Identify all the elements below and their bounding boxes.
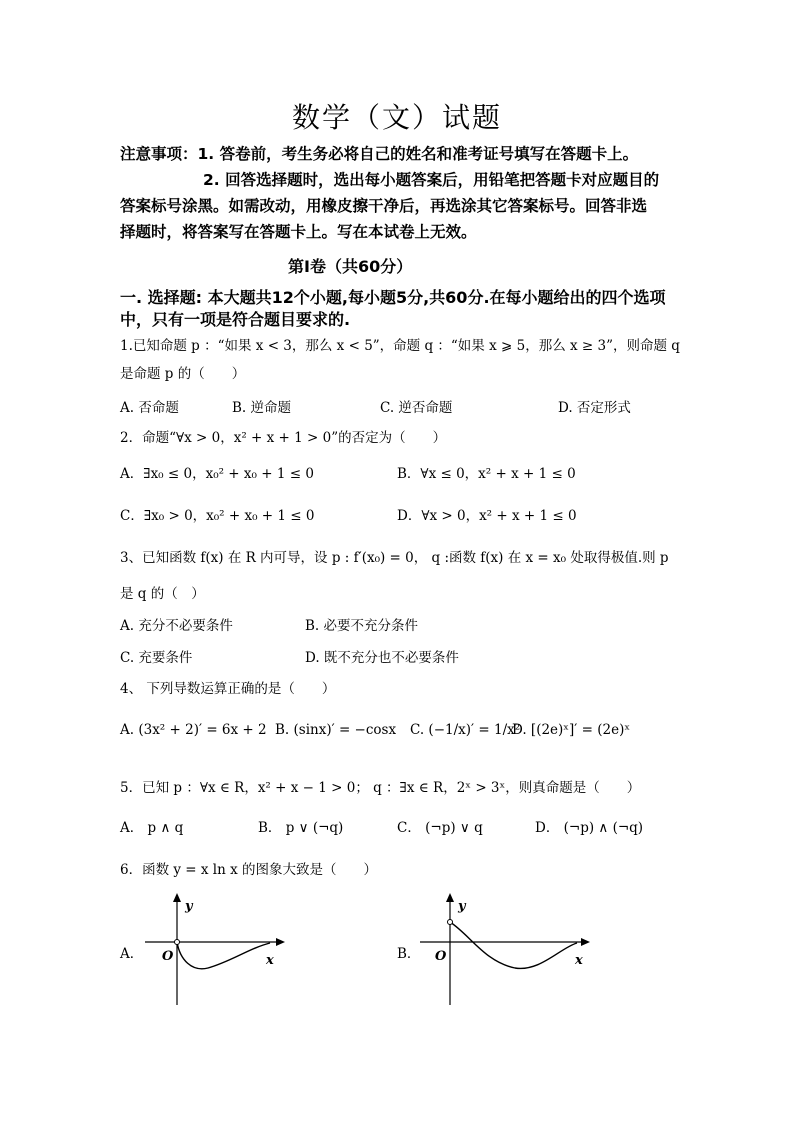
question-4-stem: 4、 下列导数运算正确的是（ ） (120, 681, 336, 697)
question-2-stem: 2．命题“∀x > 0，x² + x + 1 > 0”的否定为（ ） (120, 430, 447, 446)
graph-option-b (415, 890, 595, 1010)
graph-b-y-arrow (446, 893, 454, 902)
graph-a-y-label: y (185, 899, 193, 914)
graph-a-origin-label: O (162, 949, 174, 964)
graph-a-curve (177, 942, 270, 969)
question-4-option-c: C. (−1/x)′ = 1/x² (410, 722, 521, 738)
question-3-option-c: C. 充要条件 (120, 650, 193, 666)
question-2-option-c: C．∃x₀ > 0，x₀² + x₀ + 1 ≤ 0 (120, 508, 315, 524)
graph-a-open-point (175, 940, 180, 945)
question-2-option-a: A．∃x₀ ≤ 0，x₀² + x₀ + 1 ≤ 0 (120, 466, 314, 482)
question-5-option-d: D． (¬p) ∧ (¬q) (535, 820, 644, 836)
graph-a-x-label: x (266, 953, 274, 968)
graph-option-a (140, 890, 290, 1010)
page-title: 数学（文）试题 (291, 101, 502, 134)
question-3-option-a: A. 充分不必要条件 (120, 618, 233, 634)
question-5-stem: 5．已知 p ：∀x ∈ R，x² + x − 1 > 0； q ：∃x ∈ R，2ˣ > 3ˣ，则真命题是（ ） (120, 780, 641, 796)
question-5-option-c: C． (¬p) ∨ q (397, 820, 483, 836)
graph-a-y-arrow (173, 893, 181, 902)
question-1-stem-cont: 是命题 p 的（ ） (120, 366, 246, 382)
question-1-option-d: D. 否定形式 (558, 400, 631, 416)
graph-a-x-arrow (276, 938, 285, 946)
graph-b-x-arrow (581, 938, 590, 946)
question-1-stem: 1.已知命题 p ：“如果 x < 3，那么 x < 5”，命题 q ：“如果 x ⩾ 5，那么 x ≥ 3”，则命题 q (120, 338, 680, 354)
section-header-line-1: 一. 选择题: 本大题共12个小题,每小题5分,共60分.在每小题给出的四个选项 (120, 288, 666, 307)
notice-line-3: 答案标号涂黑。如需改动，用橡皮擦干净后，再选涂其它答案标号。回答非选 (120, 197, 648, 215)
question-3-option-b: B. 必要不充分条件 (305, 618, 419, 634)
graph-b-y-label: y (458, 899, 466, 914)
question-4-option-a: A. (3x² + 2)′ = 6x + 2 (120, 722, 267, 738)
question-3-stem-cont: 是 q 的（ ） (120, 586, 205, 602)
question-2-option-d: D．∀x > 0，x² + x + 1 ≤ 0 (397, 508, 577, 524)
part-title: 第Ⅰ卷（共60分） (288, 257, 413, 276)
question-4-option-b: B. (sinx)′ = −cosx (275, 722, 397, 738)
question-5-option-a: A． p ∧ q (120, 820, 184, 836)
graph-b-curve (450, 922, 577, 968)
question-1-option-a: A. 否命题 (120, 400, 179, 416)
question-3-stem: 3、已知函数 f(x) 在 R 内可导，设 p : f′(x₀) = 0， q :函数 f(x) 在 x = x₀ 处取得极值.则 p (120, 550, 669, 566)
notice-line-1: 注意事项：1. 答卷前，考生务必将自己的姓名和准考证号填写在答题卡上。 (120, 145, 639, 163)
graph-b-open-point (448, 920, 453, 925)
question-6-option-a: A． (120, 946, 144, 962)
section-header-line-2: 中，只有一项是符合题目要求的. (120, 310, 351, 329)
question-4-option-d: D. [(2e)ˣ]′ = (2e)ˣ (512, 722, 631, 738)
question-1-option-b: B. 逆命题 (232, 400, 292, 416)
notice-line-4: 择题时，将答案写在答题卡上。写在本试卷上无效。 (120, 223, 477, 241)
graph-b-x-label: x (575, 953, 583, 968)
question-2-option-b: B．∀x ≤ 0，x² + x + 1 ≤ 0 (397, 466, 576, 482)
question-5-option-b: B． p ∨ (¬q) (258, 820, 344, 836)
notice-line-2: 2. 回答选择题时，选出每小题答案后，用铅笔把答题卡对应题目的 (203, 171, 660, 189)
question-1-option-c: C. 逆否命题 (380, 400, 453, 416)
question-3-option-d: D. 既不充分也不必要条件 (305, 650, 459, 666)
graph-b-origin-label: O (435, 949, 447, 964)
question-6-option-b: B． (397, 946, 421, 962)
question-6-stem: 6．函数 y = x ln x 的图象大致是（ ） (120, 862, 378, 878)
